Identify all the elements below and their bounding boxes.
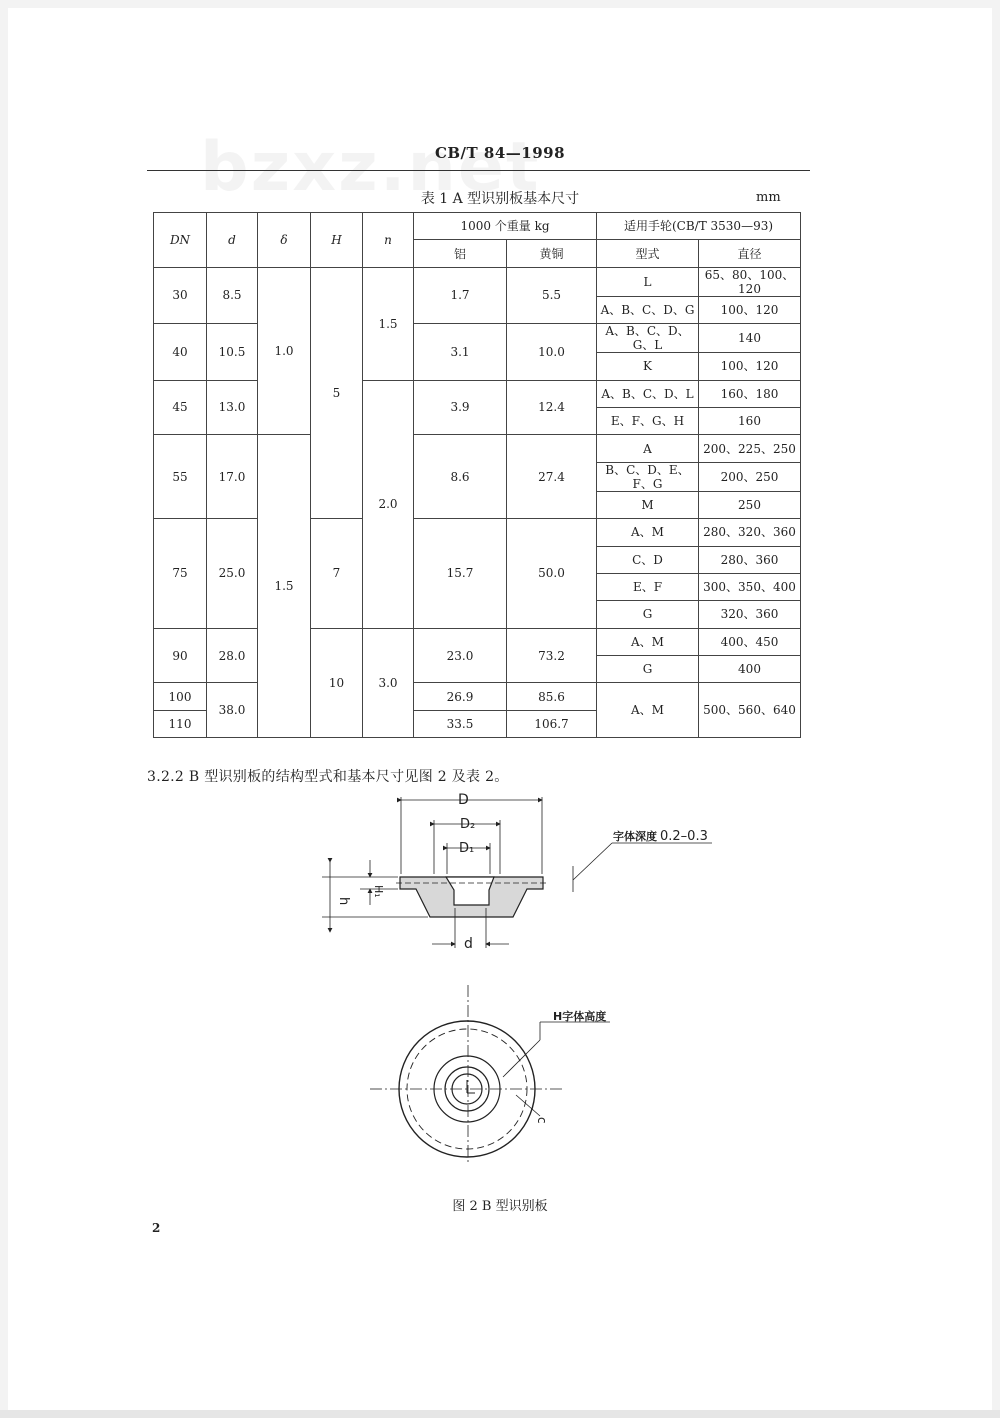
dn-cell: 55 <box>154 435 207 519</box>
d-cell: 38.0 <box>207 683 258 738</box>
d-cell: 17.0 <box>207 435 258 519</box>
standard-header: CB/T 84—1998 <box>434 144 566 162</box>
handwheel-type-cell: A、B、C、D、G <box>597 296 699 323</box>
weight-brass-cell: 5.5 <box>507 267 597 323</box>
weight-brass-cell: 12.4 <box>507 380 597 435</box>
handwheel-diameter-cell: 400 <box>699 656 801 683</box>
handwheel-diameter-cell: 160、180 <box>699 380 801 407</box>
weight-brass-cell: 73.2 <box>507 628 597 683</box>
handwheel-diameter-cell: 500、560、640 <box>699 683 801 738</box>
handwheel-type-cell: A、M <box>597 519 699 546</box>
handwheel-diameter-cell: 320、360 <box>699 601 801 628</box>
handwheel-diameter-cell: 140 <box>699 324 801 353</box>
weight-al-cell: 23.0 <box>414 628 507 683</box>
dn-cell: 100 <box>154 683 207 710</box>
handwheel-type-cell: G <box>597 601 699 628</box>
handwheel-type-cell: A、B、C、D、G、L <box>597 324 699 353</box>
label-d: d <box>464 936 473 952</box>
weight-brass-cell: 85.6 <box>507 683 597 710</box>
weight-al-cell: 1.7 <box>414 267 507 323</box>
label-D1: D₁ <box>459 841 475 856</box>
weight-brass-cell: 27.4 <box>507 435 597 519</box>
handwheel-diameter-cell: 250 <box>699 491 801 518</box>
handwheel-type-cell: E、F <box>597 573 699 600</box>
handwheel-diameter-cell: 280、320、360 <box>699 519 801 546</box>
n-cell: 2.0 <box>363 380 414 628</box>
header-al: 铝 <box>414 240 507 267</box>
header-h: H <box>311 213 363 268</box>
weight-al-cell: 3.9 <box>414 380 507 435</box>
handwheel-diameter-cell: 100、120 <box>699 296 801 323</box>
header-brass: 黄铜 <box>507 240 597 267</box>
dn-cell: 90 <box>154 628 207 683</box>
handwheel-type-cell: A、M <box>597 683 699 738</box>
handwheel-diameter-cell: 100、120 <box>699 353 801 380</box>
handwheel-diameter-cell: 280、360 <box>699 546 801 573</box>
h-cell: 10 <box>311 628 363 738</box>
handwheel-type-cell: G <box>597 656 699 683</box>
handwheel-diameter-cell: 200、250 <box>699 462 801 491</box>
weight-brass-cell: 106.7 <box>507 710 597 737</box>
weight-al-cell: 3.1 <box>414 324 507 380</box>
figure-caption: 图 2 B 型识别板 <box>452 1199 548 1214</box>
dn-cell: 40 <box>154 324 207 380</box>
weight-brass-cell: 10.0 <box>507 324 597 380</box>
label-H1: H₁ <box>372 885 385 898</box>
handwheel-type-cell: A、B、C、D、L <box>597 380 699 407</box>
label-H-height: H字体高度 <box>553 1010 607 1023</box>
header-d: d <box>207 213 258 268</box>
handwheel-type-cell: B、C、D、E、F、G <box>597 462 699 491</box>
page-number: 2 <box>152 1221 161 1235</box>
header-weight: 1000 个重量 kg <box>414 213 597 240</box>
dn-cell: 45 <box>154 380 207 435</box>
handwheel-diameter-cell: 400、450 <box>699 628 801 655</box>
d-cell: 25.0 <box>207 519 258 629</box>
dn-cell: 110 <box>154 710 207 737</box>
handwheel-type-cell: M <box>597 491 699 518</box>
weight-al-cell: 33.5 <box>414 710 507 737</box>
weight-al-cell: 15.7 <box>414 519 507 629</box>
handwheel-type-cell: E、F、G、H <box>597 407 699 434</box>
d-cell: 28.0 <box>207 628 258 683</box>
n-cell: 3.0 <box>363 628 414 738</box>
h-cell: 5 <box>311 267 363 518</box>
header-handwheel: 适用手轮(CB/T 3530—93) <box>597 213 801 240</box>
header-delta: δ <box>258 213 311 268</box>
dn-cell: 75 <box>154 519 207 629</box>
d-cell: 10.5 <box>207 324 258 380</box>
table-unit: mm <box>756 190 781 205</box>
d-cell: 13.0 <box>207 380 258 435</box>
handwheel-type-cell: C、D <box>597 546 699 573</box>
delta-cell: 1.0 <box>258 267 311 435</box>
label-D2: D₂ <box>460 817 476 832</box>
handwheel-diameter-cell: 160 <box>699 407 801 434</box>
bottom-strip <box>0 1410 1000 1418</box>
weight-brass-cell: 50.0 <box>507 519 597 629</box>
label-D: D <box>458 792 469 808</box>
label-c: c <box>535 1117 549 1124</box>
header-dn: DN <box>154 213 207 268</box>
delta-cell: 1.5 <box>258 435 311 738</box>
header-diameter: 直径 <box>699 240 801 267</box>
handwheel-diameter-cell: 300、350、400 <box>699 573 801 600</box>
plan-view <box>370 985 610 1165</box>
label-depth-value: 0.2–0.3 <box>660 829 708 844</box>
weight-al-cell: 8.6 <box>414 435 507 519</box>
label-h: h <box>336 897 351 906</box>
handwheel-type-cell: L <box>597 267 699 296</box>
handwheel-diameter-cell: 200、225、250 <box>699 435 801 462</box>
d-cell: 8.5 <box>207 267 258 323</box>
h-cell: 7 <box>311 519 363 629</box>
n-cell: 1.5 <box>363 267 414 380</box>
handwheel-diameter-cell: 65、80、100、120 <box>699 267 801 296</box>
handwheel-type-cell: A、M <box>597 628 699 655</box>
weight-al-cell: 26.9 <box>414 683 507 710</box>
header-type: 型式 <box>597 240 699 267</box>
table-title: 表 1 A 型识别板基本尺寸 <box>420 191 580 207</box>
header-n: n <box>363 213 414 268</box>
handwheel-type-cell: K <box>597 353 699 380</box>
section-3-2-2: 3.2.2 B 型识别板的结构型式和基本尺寸见图 2 及表 2。 <box>147 769 509 785</box>
dn-cell: 30 <box>154 267 207 323</box>
label-depth: 字体深度 <box>613 830 657 843</box>
handwheel-type-cell: A <box>597 435 699 462</box>
section-view <box>322 792 712 952</box>
